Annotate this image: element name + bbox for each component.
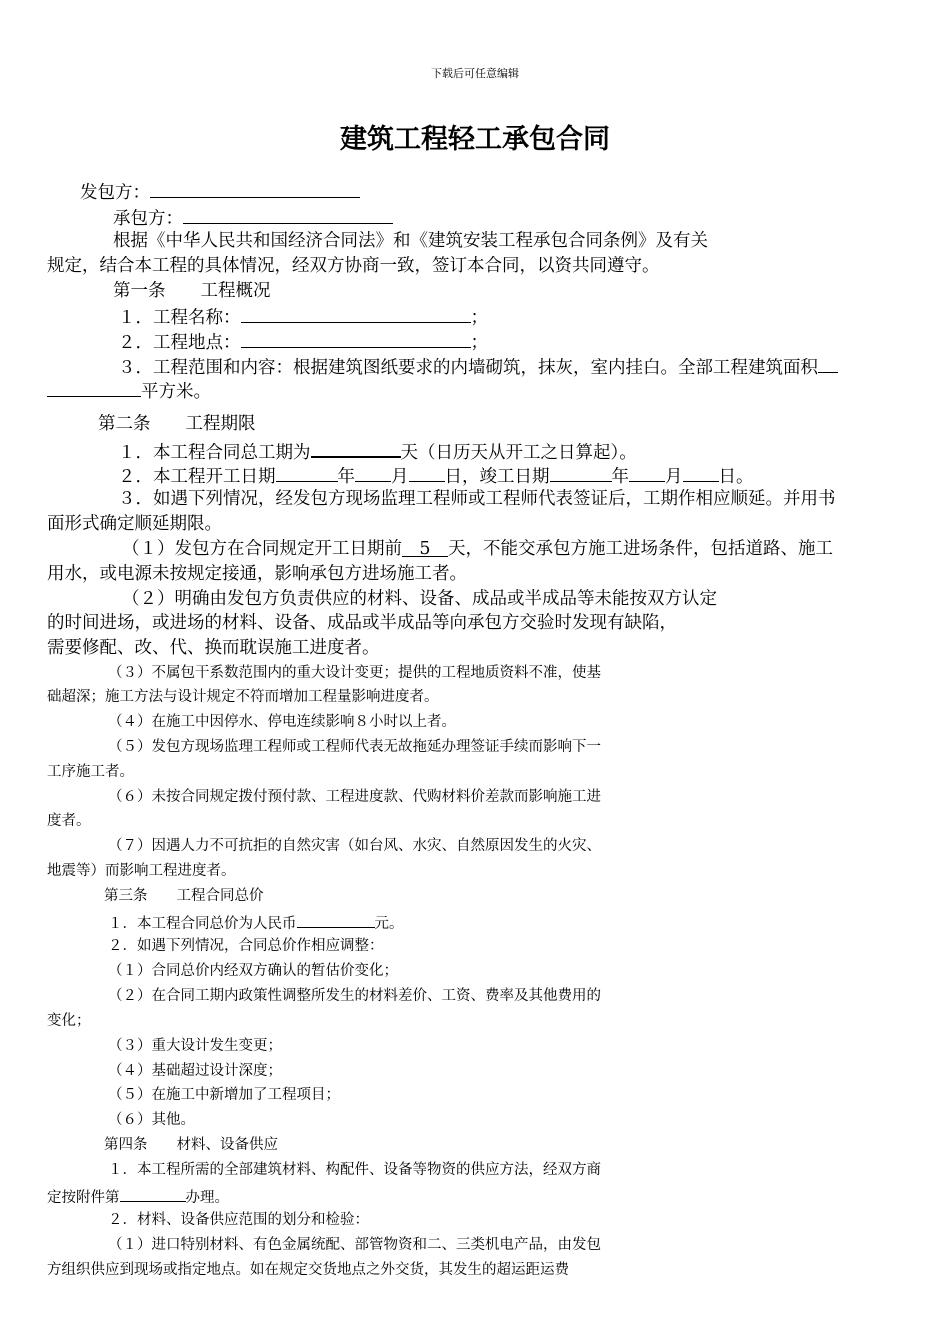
annex-blank[interactable] [120,1188,186,1202]
start-date-label: ２．本工程开工日期 [118,467,276,487]
end-month-blank[interactable] [629,466,665,482]
case-2-line-3: 需要修配、改、代、换而耽误施工进度者。 [47,638,380,658]
area-unit: 平方米。 [141,382,211,402]
total-days-blank[interactable] [311,441,401,458]
price-text: １．本工程合同总价为人民币 [108,916,297,932]
day-label: 日。 [718,467,754,487]
month-label: 月 [665,467,683,487]
case-1-days[interactable]: 5 [402,541,448,557]
price-blank[interactable] [297,914,375,928]
duration-text: １．本工程合同总工期为 [118,443,311,463]
scope-line-2 [47,381,211,402]
supply-line-2 [47,1188,229,1206]
contractor-label: 承包方： [113,209,183,229]
adjust-case-4: （４）基础超过设计深度； [108,1063,282,1079]
extension-line-1: ３．如遇下列情况，经发包方现场监理工程师或工程师代表签证后，工期作相应顺延。并用书 [118,489,836,509]
start-month-blank[interactable] [355,466,391,482]
case-2-line-1: （２）明确由发包方负责供应的材料、设备、成品或半成品等未能按双方认定 [122,589,717,609]
supply-scope: ２．材料、设备供应范围的划分和检验： [108,1212,369,1228]
extension-line-2: 面形式确定顺延期限。 [47,514,222,534]
project-name-line [118,307,488,328]
employer-line [80,182,360,203]
project-place-label: ２．工程地点： [118,333,241,353]
contract-title: 建筑工程轻工承包合同 [340,124,610,155]
intro-line-2: 规定，结合本工程的具体情况，经双方协商一致，签订本合同，以资共同遵守。 [47,256,660,276]
area-blank-end[interactable] [47,381,141,397]
case-7-line-1: （７）因遇人力不可抗拒的自然灾害（如台风、水灾、自然原因发生的火灾、 [108,838,601,854]
case-3-line-1: （３）不属包干系数范围内的重大设计变更；提供的工程地质资料不准，使基 [108,665,601,681]
adjust-case-1: （１）合同总价内经双方确认的暂估价变化； [108,963,398,979]
project-place-line [118,332,488,353]
article-1-heading: 第一条 工程概况 [113,281,271,301]
download-note: 下载后可任意编辑 [431,67,519,80]
project-name-blank[interactable] [241,307,471,323]
price-line [108,914,404,932]
case-6-line-1: （６）未按合同规定拨付预付款、工程进度款、代购材料价差款而影响施工进 [108,789,601,805]
adjust-case-2-line-1: （２）在合同工期内政策性调整所发生的材料差价、工资、费率及其他费用的 [108,988,601,1004]
end-year-blank[interactable] [550,466,612,482]
employer-label: 发包方： [80,183,150,203]
adjust-case-5: （５）在施工中新增加了工程项目； [108,1087,340,1103]
contractor-line [113,208,393,229]
adjust-case-2-line-2: 变化； [47,1013,91,1029]
year-label: 年 [611,467,629,487]
case-1-text-cont: 天，不能交承包方施工进场条件，包括道路、施工 [448,539,833,559]
semicolon: ； [470,333,488,353]
start-year-blank[interactable] [276,466,338,482]
adjust-case-6: （６）其他。 [108,1112,195,1128]
article-2-heading: 第二条 工程期限 [98,414,256,434]
case-2-line-2: 的时间进场，或进场的材料、设备、成品或半成品等向承包方交验时发现有缺陷， [47,613,677,633]
case-1-line-2: 用水，或电源未按规定接通，影响承包方进场施工者。 [47,564,467,584]
annex-text: 定按附件第 [47,1190,120,1206]
semicolon: ； [470,308,488,328]
contractor-blank[interactable] [183,208,393,224]
case-1-line-1 [122,541,833,559]
supply-line-1: １．本工程所需的全部建筑材料、构配件、设备等物资的供应方法，经双方商 [108,1162,601,1178]
month-label: 月 [391,467,409,487]
article-4-heading: 第四条 材料、设备供应 [104,1137,278,1153]
duration-line [118,441,637,463]
article-3-heading: 第三条 工程合同总价 [104,888,264,904]
case-3-line-2: 础超深；施工方法与设计规定不符而增加工程量影响进度者。 [47,689,439,705]
case-4: （４）在施工中因停水、停电连续影响８小时以上者。 [108,714,456,730]
end-day-blank[interactable] [683,466,719,482]
adjust-case-3: （３）重大设计发生变更； [108,1038,282,1054]
area-blank-start[interactable] [818,357,838,373]
case-5-line-2: 工序施工者。 [47,764,134,780]
dates-line [118,466,754,487]
case-6-line-2: 度者。 [47,813,91,829]
project-place-blank[interactable] [241,332,471,348]
duration-suffix: 天（日历天从开工之日算起）。 [400,443,637,463]
scope-text: ３．工程范围和内容：根据建筑图纸要求的内墙砌筑，抹灰，室内挂白。全部工程建筑面积 [118,358,818,378]
supply-case-1-line-1: （１）进口特别材料、有色金属统配、部管物资和二、三类机电产品，由发包 [108,1237,601,1253]
year-label: 年 [337,467,355,487]
intro-line-1: 根据《中华人民共和国经济合同法》和《建筑安装工程承包合同条例》及有关 [113,231,708,251]
case-7-line-2: 地震等）而影响工程进度者。 [47,863,236,879]
end-date-label: 日，竣工日期 [444,467,550,487]
case-5-line-1: （５）发包方现场监理工程师或工程师代表无故拖延办理签证手续而影响下一 [108,739,601,755]
supply-case-1-line-2: 方组织供应到现场或指定地点。如在规定交货地点之外交货，其发生的超运距运费 [47,1262,569,1278]
employer-blank[interactable] [150,182,360,198]
case-1-text: （１）发包方在合同规定开工日期前 [122,539,402,559]
adjust-intro: ２．如遇下列情况，合同总价作相应调整： [108,938,384,954]
annex-suffix: 办理。 [185,1190,229,1206]
start-day-blank[interactable] [409,466,445,482]
project-name-label: １．工程名称： [118,308,241,328]
scope-line-1 [118,357,838,378]
price-unit: 元。 [374,916,404,932]
